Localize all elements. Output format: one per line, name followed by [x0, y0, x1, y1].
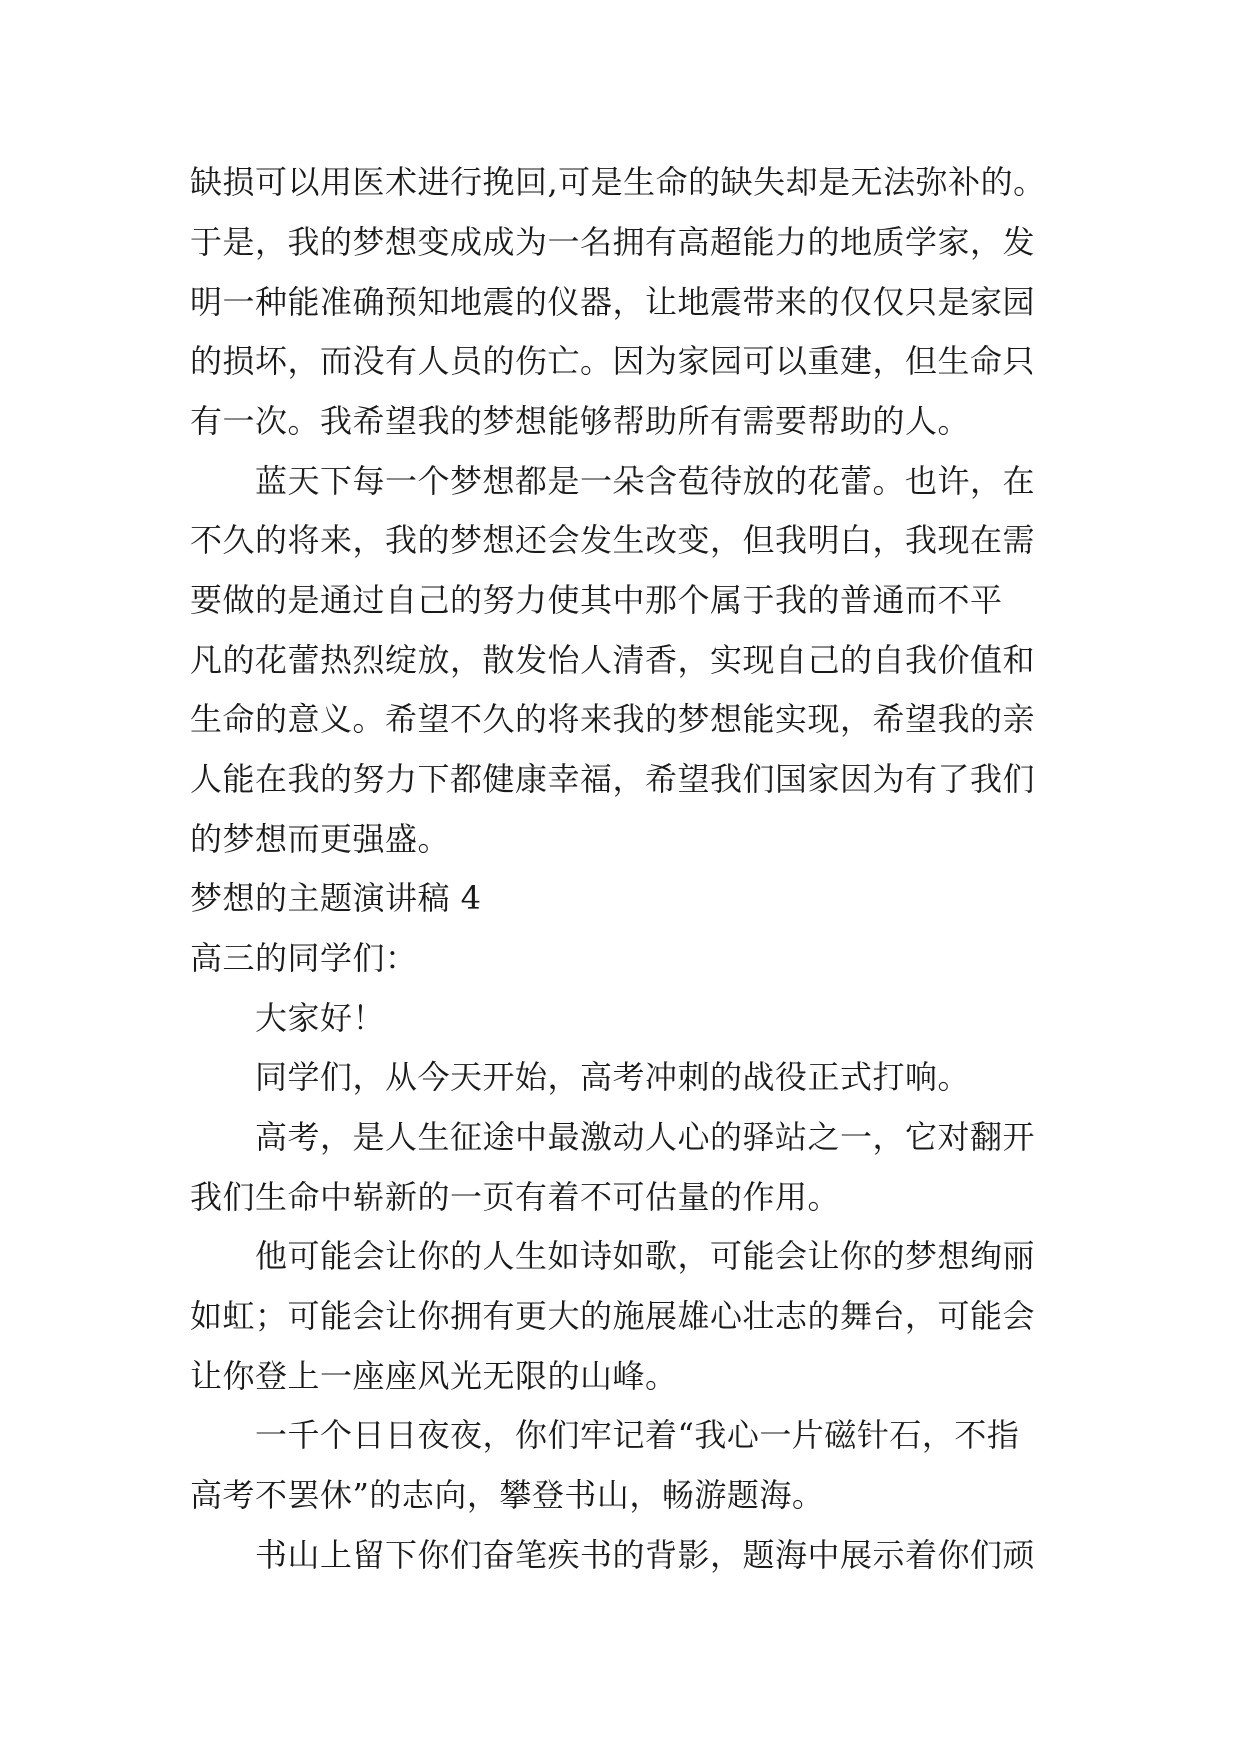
greeting: 大家好！ [255, 999, 386, 1037]
text-line: 有一次。我希望我的梦想能够帮助所有需要帮助的人。 [190, 402, 971, 440]
paragraph-first-line: 一千个日日夜夜，你们牢记着“我心一片磁针石，不指 [255, 1416, 1020, 1454]
text-line: 凡的花蕾热烈绽放，散发怡人清香，实现自己的自我价值和 [190, 641, 1036, 679]
text-line: 的损坏，而没有人员的伤亡。因为家园可以重建，但生命只 [190, 342, 1036, 380]
section-title: 梦想的主题演讲稿 4 [190, 879, 482, 917]
text-line: 于是，我的梦想变成成为一名拥有高超能力的地质学家，发 [190, 223, 1036, 261]
paragraph-first-line: 高考，是人生征途中最激动人心的驿站之一，它对翻开 [255, 1118, 1036, 1156]
text-line: 高考不罢休”的志向，攀登书山，畅游题海。 [190, 1476, 825, 1514]
text-line: 让你登上一座座风光无限的山峰。 [190, 1357, 678, 1395]
text-line: 缺损可以用医术进行挽回,可是生命的缺失却是无法弥补的。 [190, 163, 1046, 201]
text-line: 我们生命中崭新的一页有着不可估量的作用。 [190, 1178, 841, 1216]
paragraph-first-line: 同学们，从今天开始，高考冲刺的战役正式打响。 [255, 1058, 971, 1096]
salutation: 高三的同学们： [190, 939, 418, 977]
text-line: 生命的意义。希望不久的将来我的梦想能实现，希望我的亲 [190, 700, 1036, 738]
paragraph-first-line: 他可能会让你的人生如诗如歌，可能会让你的梦想绚丽 [255, 1237, 1036, 1275]
text-line: 如虹；可能会让你拥有更大的施展雄心壮志的舞台，可能会 [190, 1297, 1036, 1335]
text-line: 要做的是通过自己的努力使其中那个属于我的普通而不平 [190, 581, 1003, 619]
text-line: 不久的将来，我的梦想还会发生改变，但我明白，我现在需 [190, 521, 1036, 559]
text-line: 的梦想而更强盛。 [190, 820, 451, 858]
text-line: 人能在我的努力下都健康幸福，希望我们国家因为有了我们 [190, 760, 1036, 798]
text-line: 明一种能准确预知地震的仪器，让地震带来的仅仅只是家园 [190, 283, 1036, 321]
paragraph-first-line: 书山上留下你们奋笔疾书的背影，题海中展示着你们顽 [255, 1536, 1036, 1574]
paragraph-first-line: 蓝天下每一个梦想都是一朵含苞待放的花蕾。也许，在 [255, 462, 1036, 500]
